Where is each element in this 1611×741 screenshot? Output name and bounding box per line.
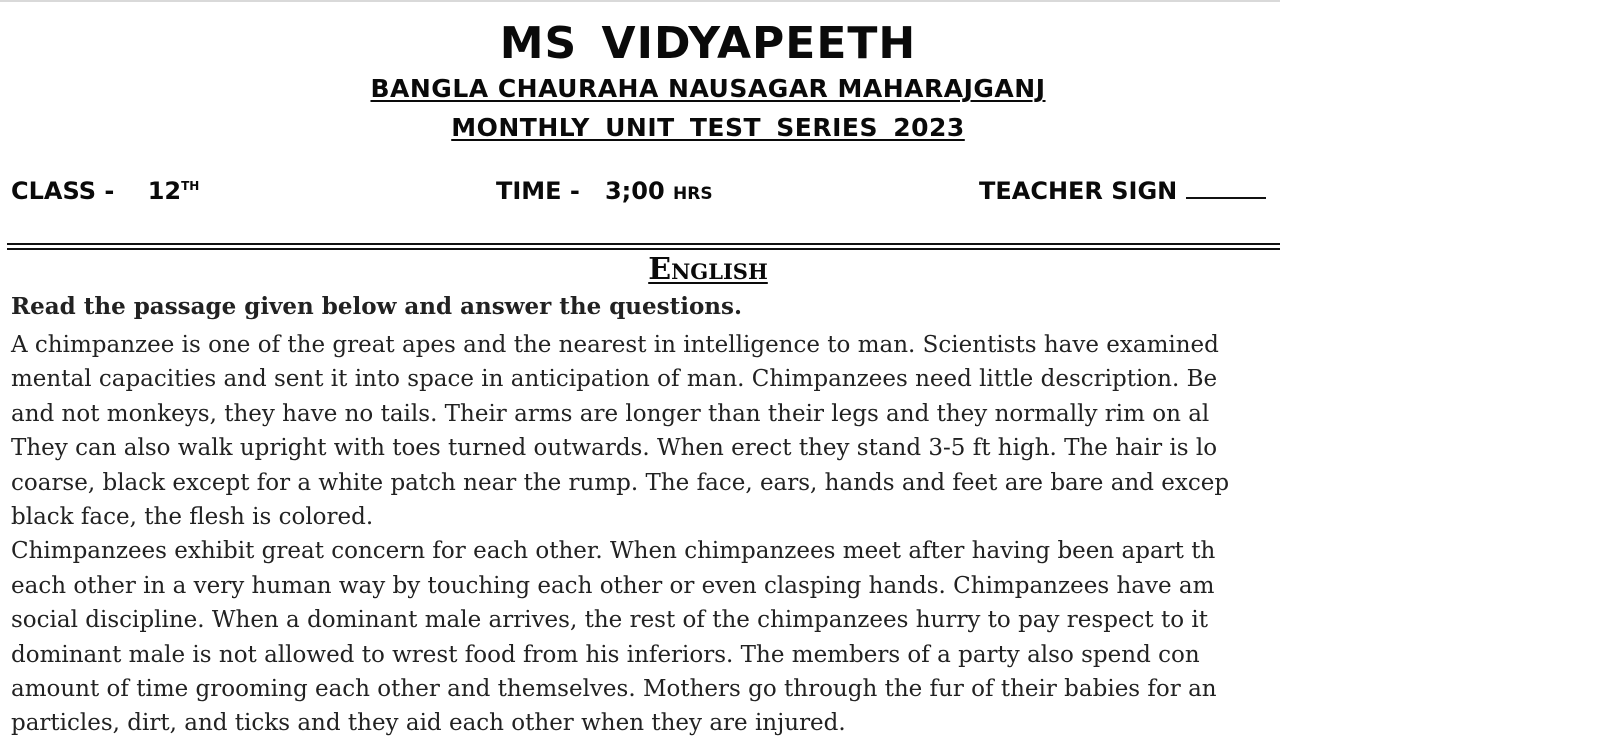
time-label: TIME -	[496, 177, 580, 205]
school-address	[0, 74, 1416, 103]
passage-line: Chimpanzees exhibit great concern for each other. When chimpanzees meet after having been apart th	[11, 538, 1216, 565]
passage-line: dominant male is not allowed to wrest food from his inferiors. The members of a party also spend con	[11, 641, 1200, 668]
time-unit: HRS	[673, 184, 713, 204]
class-label: CLASS -	[11, 177, 115, 205]
passage-line: coarse, black except for a white patch near the rump. The face, ears, hands and feet are bare and excep	[11, 469, 1230, 496]
school-name: MS VIDYAPEETH	[499, 18, 917, 69]
top-border	[0, 0, 1280, 2]
passage-line: and not monkeys, they have no tails. Their arms are longer than their legs and they normally rim on al	[11, 400, 1210, 427]
passage-line: amount of time grooming each other and themselves. Mothers go through the fur of their babies for an	[11, 675, 1217, 702]
test-series-text: MONTHLY UNIT TEST SERIES 2023	[451, 113, 965, 142]
teacher-sign-label: TEACHER SIGN	[979, 177, 1178, 205]
teacher-sign	[979, 177, 1266, 205]
signature-line	[1186, 179, 1266, 199]
test-series-title	[0, 113, 1416, 142]
passage-line: A chimpanzee is one of the great apes and the nearest in intelligence to man. Scientists have examined	[11, 332, 1219, 358]
passage-line: They can also walk upright with toes turned outwards. When erect they stand 3-5 ft high. The hair is lo	[11, 435, 1218, 462]
passage-line: particles, dirt, and ticks and they aid each other when they are injured.	[11, 710, 846, 737]
passage-line: mental capacities and sent it into space in anticipation of man. Chimpanzees need little description. Be	[11, 366, 1218, 393]
passage-line: black face, the flesh is colored.	[11, 503, 374, 530]
time-info	[496, 177, 713, 205]
passage-line: each other in a very human way by touching each other or even clasping hands. Chimpanzees have am	[11, 572, 1215, 599]
time-value: 3;00	[604, 177, 665, 205]
school-address-text: BANGLA CHAURAHA NAUSAGAR MAHARAJGANJ	[370, 74, 1046, 103]
subject-heading	[0, 252, 1416, 287]
subject-text: English	[648, 252, 768, 287]
divider-rule-top	[7, 243, 1280, 245]
class-info	[11, 177, 199, 205]
class-suffix: TH	[181, 179, 200, 193]
passage	[11, 328, 1611, 741]
instruction: Read the passage given below and answer the questions.	[11, 293, 742, 320]
divider-rule-bottom	[7, 248, 1280, 250]
passage-line: social discipline. When a dominant male arrives, the rest of the chimpanzees hurry to pay respect to it	[11, 607, 1208, 634]
class-value: 12	[147, 177, 182, 205]
